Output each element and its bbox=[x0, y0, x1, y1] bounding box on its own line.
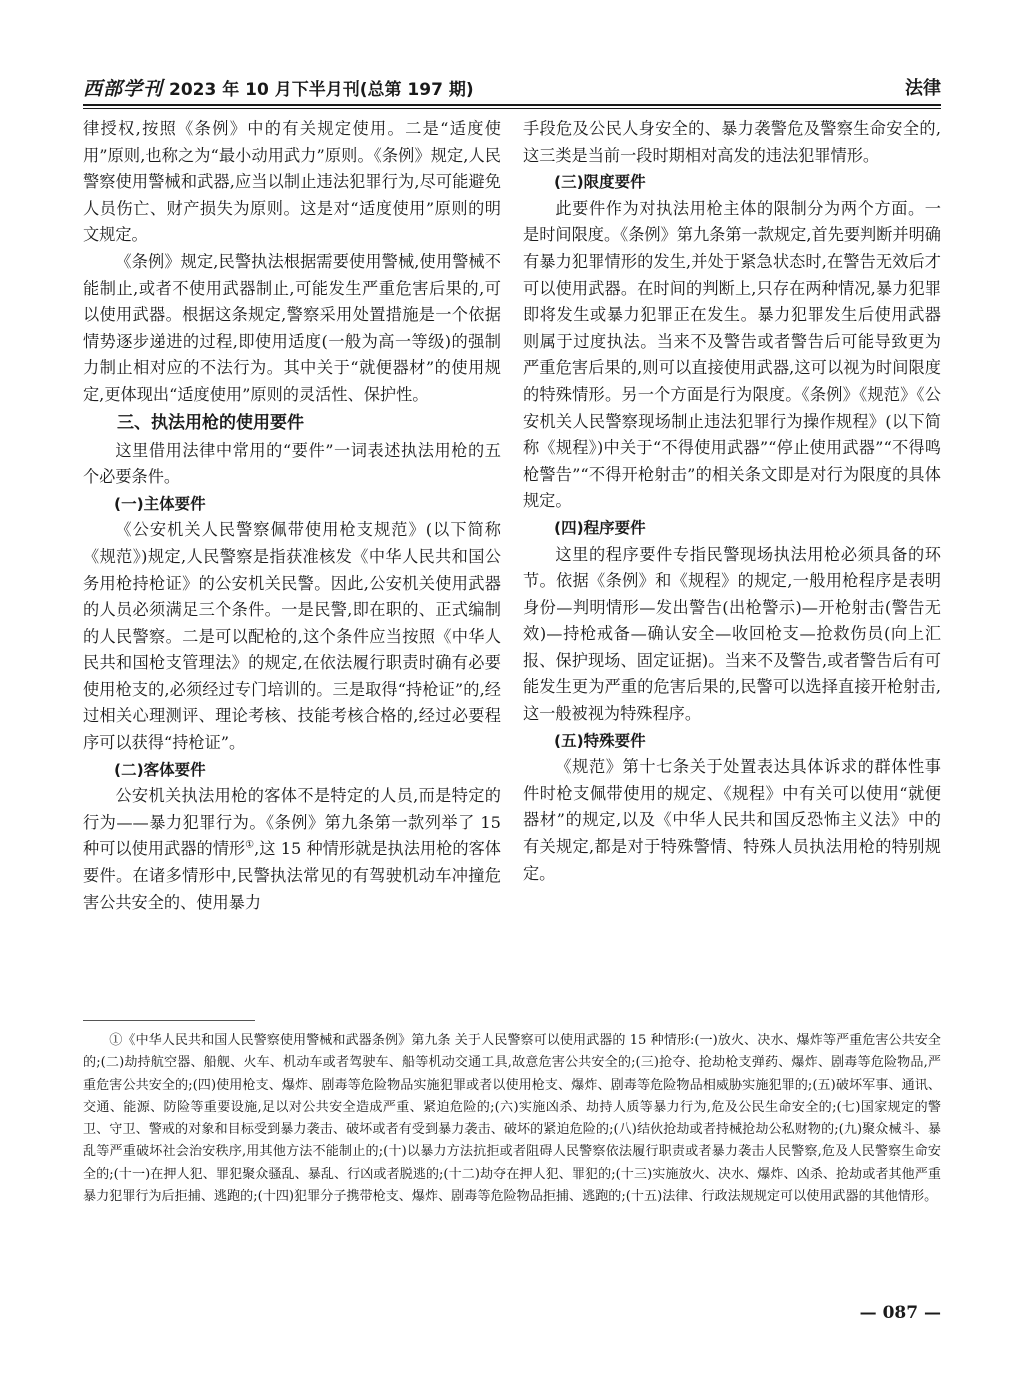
header-rule-thick bbox=[83, 104, 941, 106]
paragraph: 《条例》规定,民警执法根据需要使用警械,使用警械不能制止,或者不使用武器制止,可能发生严重危害后果的,可以使用武器。根据这条规定,警察采用处置措施是一个依据情势逐步递进的过程,即使用适度(一般为高一等级)的强制力制止相对应的不法行为。其中关于“就便器材”的使用规定,更体现出“适度使用”原则的灵活性、保护性。 bbox=[83, 251, 501, 404]
left-column bbox=[83, 116, 501, 916]
paragraph: 手段危及公民人身安全的、暴力袭警危及警察生命安全的,这三类是当前一段时期相对高发的违法犯罪情形。 bbox=[523, 119, 941, 165]
paragraph-text: ,这 15 种情形就是执法用枪的客体要件。在诸多情形中,民警执法常见的有驾驶机动车冲撞危害公共安全的、使用暴力 bbox=[83, 839, 501, 912]
header-rule-thin bbox=[83, 108, 941, 109]
subsection-heading: (五)特殊要件 bbox=[554, 731, 646, 750]
paragraph-text: 公安机关执法用枪的客体不是特定的人员,而是特定的行为——暴力犯罪行为。《条例》第九条第一款列举了 15 种可以使用武器的情形 bbox=[83, 786, 501, 859]
footnote: ①《中华人民共和国人民警察使用警械和武器条例》第九条 关于人民警察可以使用武器的 15 种情形:(一)放火、决水、爆炸等严重危害公共安全的;(二)劫持航空器、船舰、火车、机动车或者驾驶车、船等机动交通工具,故意危害公共安全的;(三)抢夺、抢劫枪支弹药、爆炸、剧毒等危险物品,严重危害公共安全的;(四)使用枪支、爆炸、剧毒等危险物品实施犯罪或者以使用枪支、爆炸、剧毒等危险物品相威胁实施犯罪的;(五)破坏军事、通讯、交通、能源、防险等重要设施,足以对公共安全造成严重、紧迫危险的;(六)实施凶杀、劫持人质等暴力行为,危及公民生命安全的;(七)国家规定的警卫、守卫、警戒的对象和目标受到暴力袭击、破坏或者有受到暴力袭击、破坏的紧迫危险的;(八)结伙抢劫或者持械抢劫公私财物的;(九)聚众械斗、暴乱等严重破坏社会治安秩序,用其他方法不能制止的;(十)以暴力方法抗拒或者阻碍人民警察依法履行职责或者暴力袭击人民警察,危及人民警察生命安全的;(十一)在押人犯、罪犯聚众骚乱、暴乱、行凶或者脱逃的;(十二)劫夺在押人犯、罪犯的;(十三)实施放火、决水、爆炸、凶杀、抢劫或者其他严重暴力犯罪行为后拒捕、逃跑的;(十四)犯罪分子携带枪支、爆炸、剧毒等危险物品拒捕、逃跑的;(十五)法律、行政法规规定可以使用武器的其他情形。 bbox=[83, 1033, 941, 1205]
section-name: 法律 bbox=[905, 78, 941, 99]
footnote-marker[interactable]: ① bbox=[245, 840, 255, 852]
issue-info: 2023 年 10 月下半月刊(总第 197 期) bbox=[169, 79, 474, 100]
journal-logo: 西部学刊 bbox=[83, 77, 164, 100]
paragraph: 《公安机关人民警察佩带使用枪支规范》(以下简称《规范》)规定,人民警察是指获准核发《中华人民共和国公务用枪持枪证》的公安机关民警。因此,公安机关使用武器的人员必须满足三个条件。一是民警,即在职的、正式编制的人民警察。二是可以配枪的,这个条件应当按照《中华人民共和国枪支管理法》的规定,在依法履行职责时确有必要使用枪支的,必须经过专门培训的。三是取得“持枪证”的,经过相关心理测评、理论考核、技能考核合格的,经过必要程序可以获得“持枪证”。 bbox=[83, 520, 501, 753]
subsection-heading: (一)主体要件 bbox=[114, 494, 206, 513]
paragraph: 《规范》第十七条关于处置表达具体诉求的群体性事件时枪支佩带使用的规定、《规程》中有关可以使用“就便器材”的规定,以及《中华人民共和国反恐怖主义法》中的有关规定,都是对于特殊警情、特殊人员执法用枪的特别规定。 bbox=[523, 757, 941, 883]
section-heading: 三、执法用枪的使用要件 bbox=[117, 412, 304, 433]
subsection-heading: (四)程序要件 bbox=[554, 518, 646, 537]
paragraph: 这里借用法律中常用的“要件”一词表述执法用枪的五个必要条件。 bbox=[83, 440, 501, 487]
running-header bbox=[83, 70, 941, 104]
paragraph bbox=[83, 783, 501, 916]
paragraph: 律授权,按照《条例》中的有关规定使用。二是“适度使用”原则,也称之为“最小动用武力”原则。《条例》规定,人民警察使用警械和武器,应当以制止违法犯罪行为,尽可能避免人员伤亡、财产损失为原则。这是对“适度使用”原则的明文规定。 bbox=[83, 119, 501, 245]
header-left bbox=[83, 74, 474, 101]
subsection-heading: (三)限度要件 bbox=[554, 173, 646, 192]
paragraph: 这里的程序要件专指民警现场执法用枪必须具备的环节。依据《条例》和《规程》的规定,一般用枪程序是表明身份—判明情形—发出警告(出枪警示)—开枪射击(警告无效)—持枪戒备—确认安全—收回枪支—抢救伤员(向上汇报、保护现场、固定证据)。当来不及警告,或者警告后有可能发生更为严重的危害后果的,民警可以选择直接开枪射击,这一般被视为特殊程序。 bbox=[523, 544, 941, 724]
right-column bbox=[523, 116, 941, 887]
page-number: — 087 — bbox=[859, 1303, 941, 1323]
subsection-heading: (二)客体要件 bbox=[114, 760, 206, 779]
footnote-rule bbox=[83, 1020, 255, 1021]
paragraph: 此要件作为对执法用枪主体的限制分为两个方面。一是时间限度。《条例》第九条第一款规定,首先要判断并明确有暴力犯罪情形的发生,并处于紧急状态时,在警告无效后才可以使用武器。在时间的判断上,只存在两种情况,暴力犯罪即将发生或暴力犯罪正在发生。暴力犯罪发生后使用武器则属于过度执法。当来不及警告或者警告后可能导致更为严重危害后果的,则可以直接使用武器,这可以视为时间限度的特殊情形。另一个方面是行为限度。《条例》《规范》《公安机关人民警察现场制止违法犯罪行为操作规程》(以下简称《规程》)中关于“不得使用武器”“停止使用武器”“不得鸣枪警告”“不得开枪射击”的相关条文即是对行为限度的具体规定。 bbox=[523, 198, 941, 511]
